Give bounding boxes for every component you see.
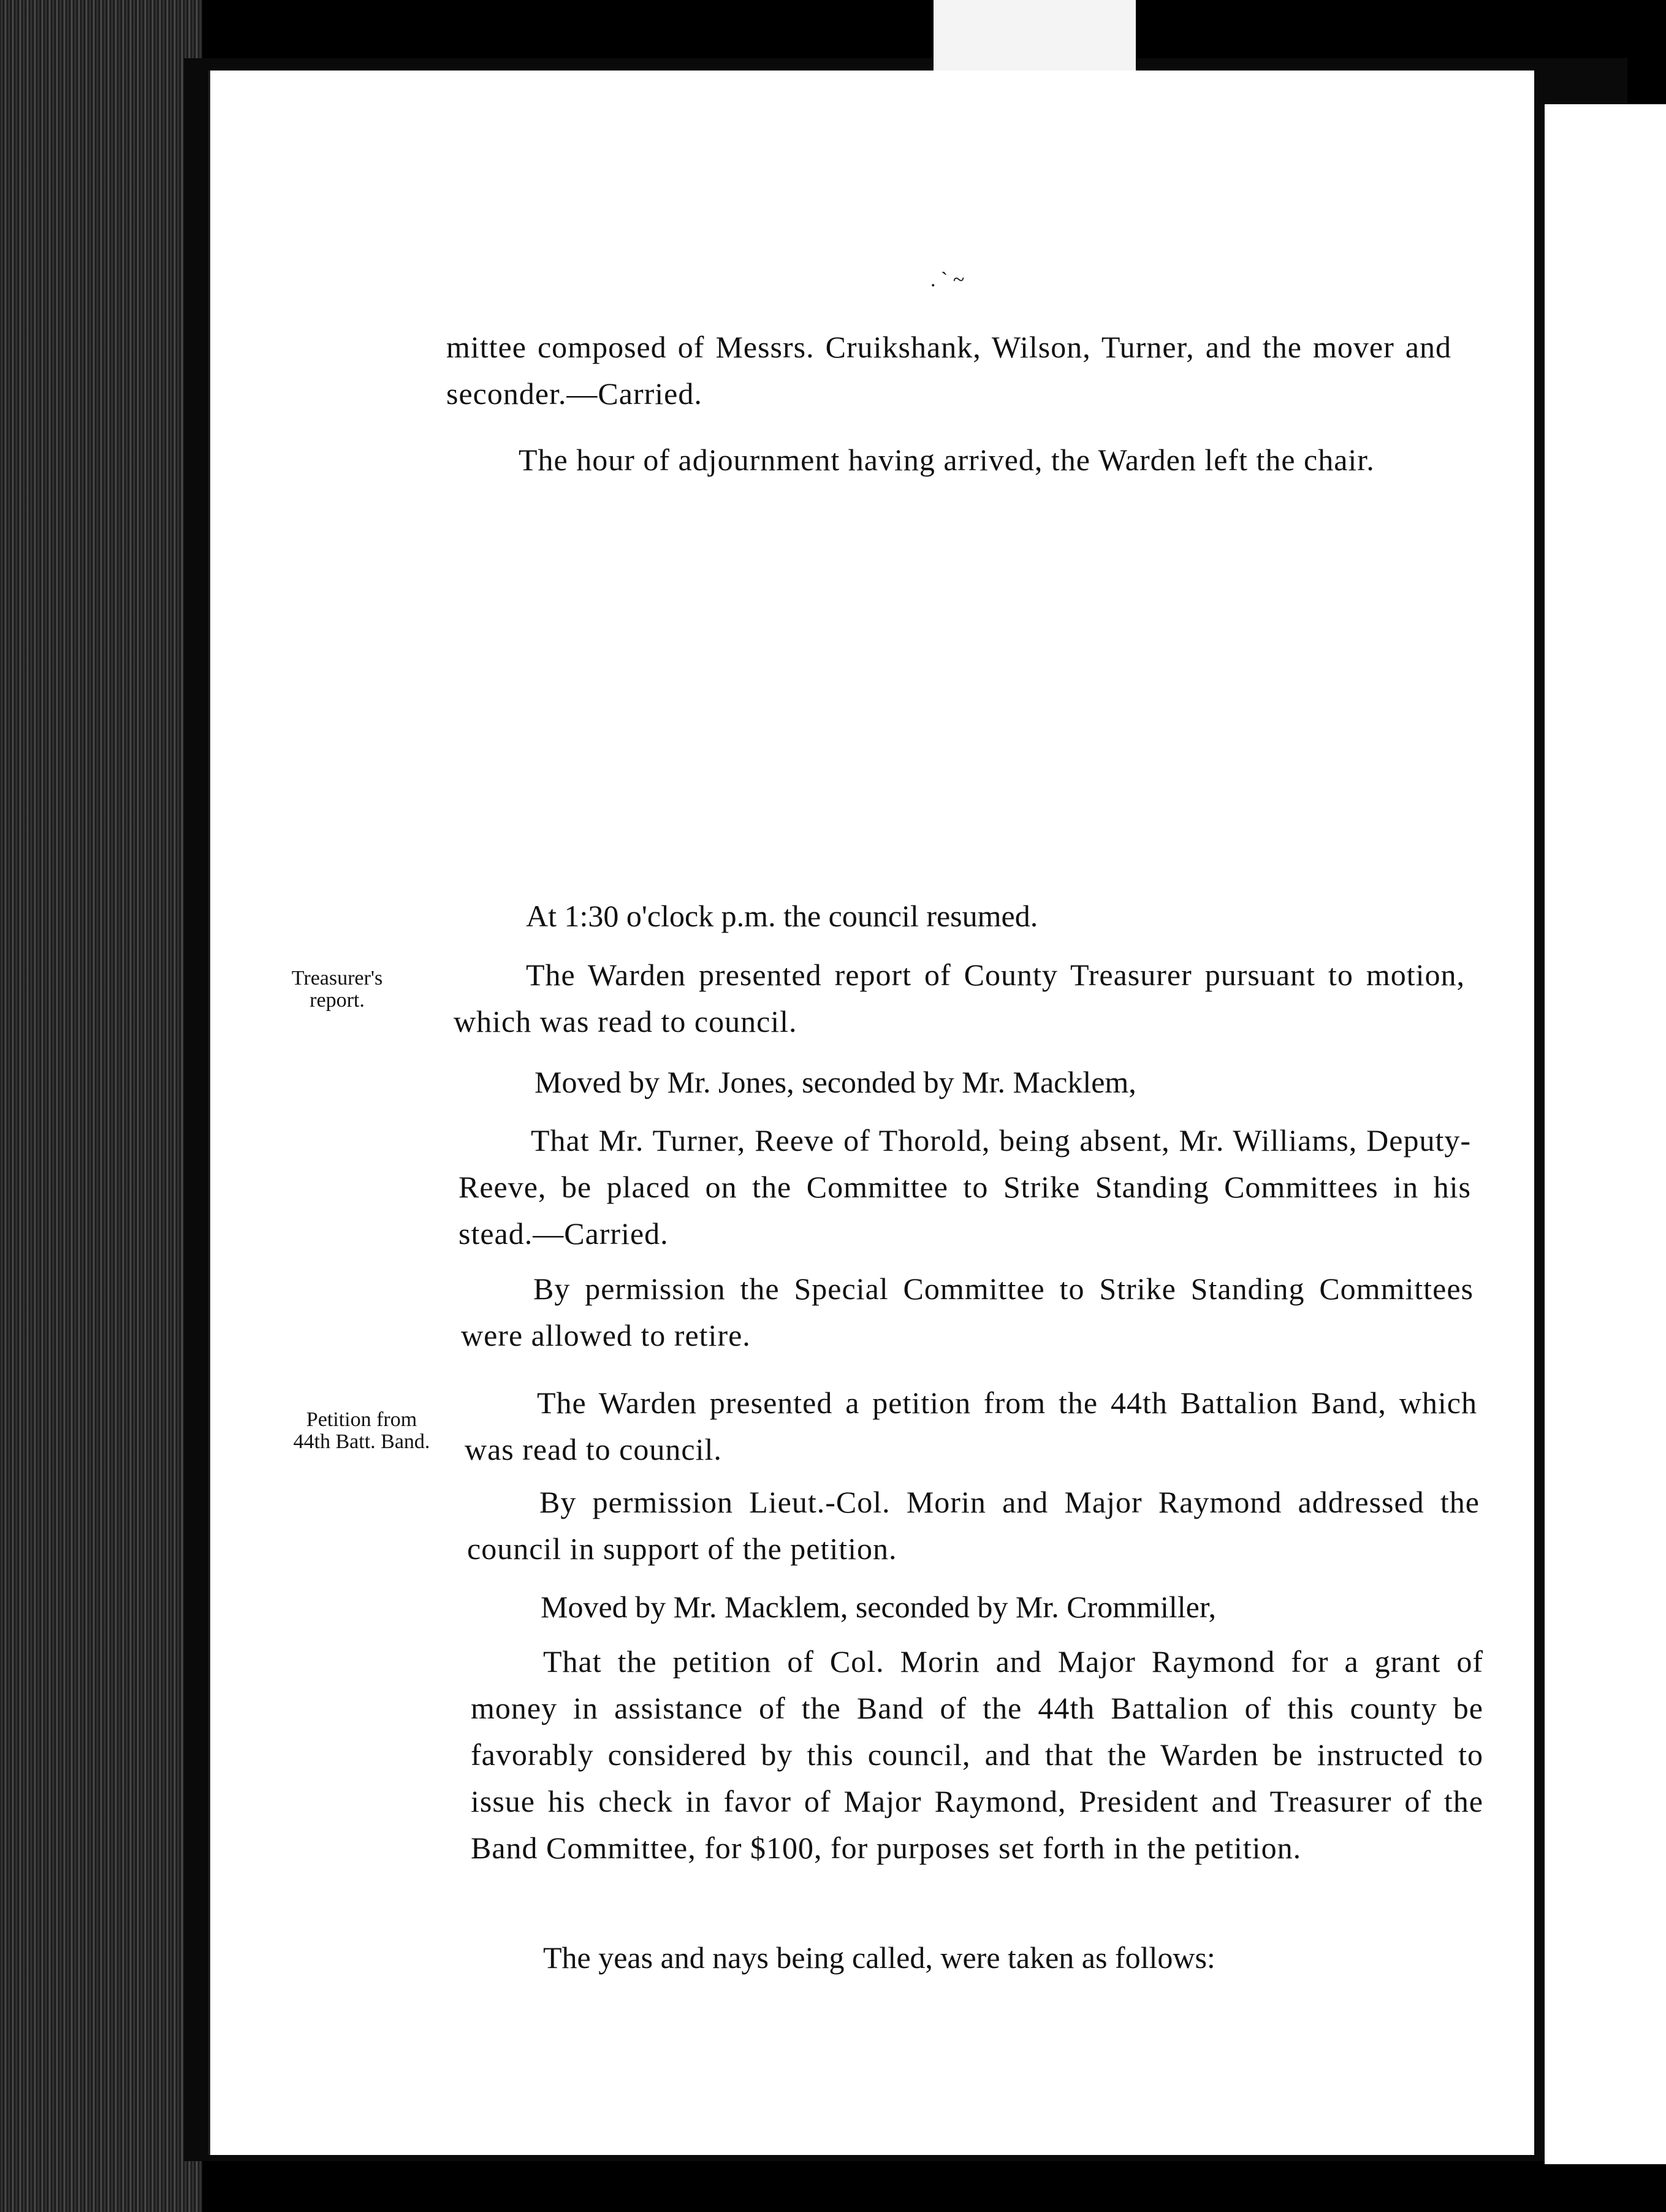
book-binding-edge [0,0,202,2212]
margin-note-line: Petition from [306,1408,417,1431]
paragraph-2: The hour of adjournment having arrived, the Warden left the chair. [519,443,1375,477]
paragraph-12: The yeas and nays being called, were taken as follows: [543,1940,1215,1975]
paragraph-1: mittee composed of Messrs. Cruikshank, Wilson, Turner, and the mover and seconder.—Carried. [446,330,1451,411]
margin-note-line: 44th Batt. Band. [293,1430,430,1453]
paragraph-8: The Warden presented a petition from the 44th Battalion Band, which was read to council. [465,1386,1477,1466]
margin-note-line: Treasurer's [291,967,383,990]
paragraph-4: The Warden presented report of County Treasurer pursuant to motion, which was read to council. [454,958,1465,1039]
paragraph-7: By permission the Special Committee to Strike Standing Committees were allowed to retire. [461,1272,1474,1352]
paragraph-3: At 1:30 o'clock p.m. the council resumed. [526,899,1038,933]
paragraph-11: That the petition of Col. Morin and Major Raymond for a grant of money in assistance of the Band of the 44th Battalion of this county be favorably considered by this council, and that the Warden be instructed to issue his check in favor of Major Raymond, President and Treasurer of the Band Committee, for $100, for purposes set forth in the petition. [471,1644,1483,1865]
margin-note-petition [270,1409,454,1453]
margin-note-treasurer [257,967,417,1012]
paragraph-10: Moved by Mr. Macklem, seconded by Mr. Crommiller, [541,1590,1217,1624]
paragraph-9: By permission Lieut.-Col. Morin and Major Raymond addressed the council in support of the petition. [467,1485,1480,1566]
margin-note-line: report. [310,989,365,1012]
paragraph-5: Moved by Mr. Jones, seconded by Mr. Macklem, [534,1065,1136,1099]
paragraph-6: That Mr. Turner, Reeve of Thorold, being absent, Mr. Williams, Deputy-Reeve, be placed on the Committee to Strike Standing Committees in his stead.—Carried. [458,1123,1471,1251]
page-folio: . ` ~ [930,269,965,291]
top-paper-tab [934,0,1136,74]
next-page-edge [1545,104,1666,2164]
